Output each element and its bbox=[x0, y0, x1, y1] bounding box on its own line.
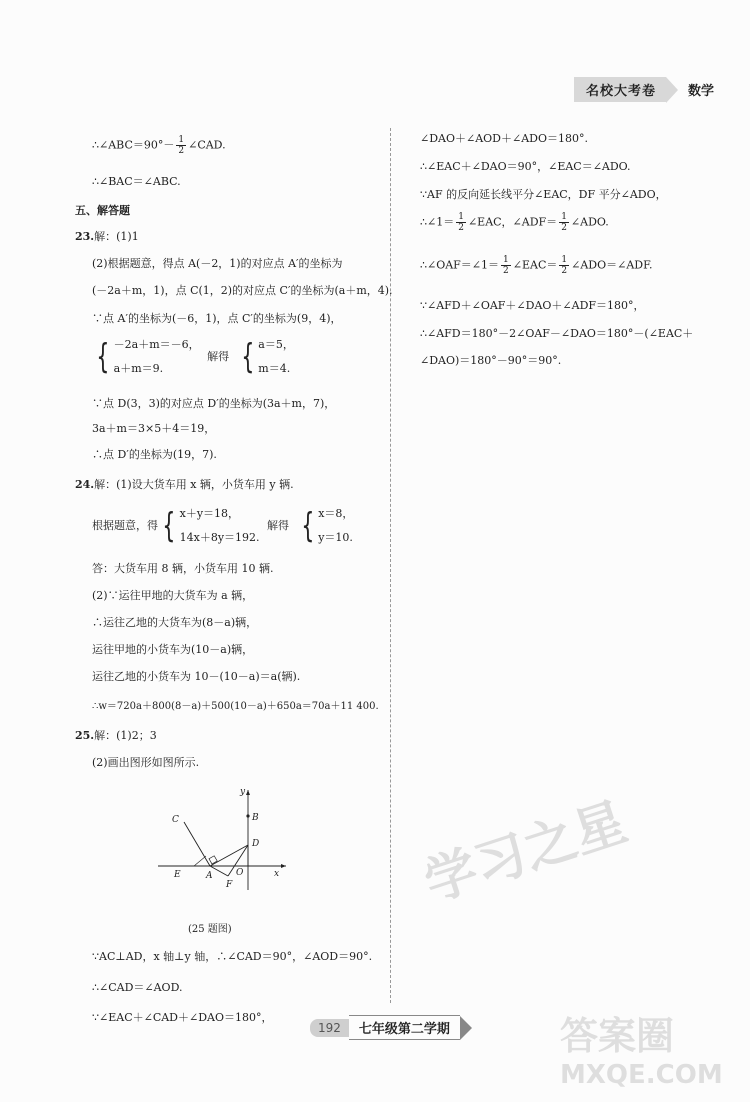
label-B: B bbox=[252, 813, 259, 823]
column-divider bbox=[390, 128, 391, 1003]
q25-line-4: ∴∠CAD＝∠AOD. bbox=[92, 981, 183, 994]
fraction-half: $\frac{1}{2}$ bbox=[178, 135, 185, 156]
right-line-3: ∵AF 的反向延长线平分∠EAC，DF 平分∠ADO， bbox=[420, 188, 667, 201]
watermark-url: MXQE.COM bbox=[560, 1060, 723, 1090]
footer-title: 七年级第二学期 bbox=[349, 1015, 460, 1040]
q23-line-2: (2)根据题意，得点 A(－2，1)的对应点 A′的坐标为 bbox=[92, 257, 343, 270]
label-y: y bbox=[240, 787, 246, 797]
q24-line-6: 运往乙地的小货车为 10－(10－a)＝a(辆). bbox=[92, 670, 301, 683]
q23-line-1: 23.解：(1)1 bbox=[75, 230, 139, 243]
q24-line-2: 答：大货车用 8 辆，小货车用 10 辆. bbox=[92, 562, 274, 575]
q23-line-7: ∴点 D′的坐标为(19，7). bbox=[92, 448, 217, 461]
right-line-7: ∴∠AFD＝180°－2∠OAF－∠DAO＝180°－(∠EAC＋ bbox=[420, 327, 694, 340]
subject-title: 数学 bbox=[687, 83, 714, 99]
q23-line-5: ∵点 D(3，3)的对应点 D′的坐标为(3a＋m，7)， bbox=[92, 397, 336, 410]
label-C: C bbox=[172, 815, 179, 825]
figure-caption: (25 题图) bbox=[188, 924, 232, 935]
label-O: O bbox=[236, 868, 244, 878]
right-line-8: ∠DAO)＝180°－90°＝90°. bbox=[420, 354, 562, 367]
q23-line-4: ∵点 A′的坐标为(－6，1)，点 C′的坐标为(9，4)， bbox=[92, 312, 342, 325]
right-line-5: ∴∠OAF＝∠1＝ $\frac{1}{2}$ ∠EAC＝ $\frac{1}{2}$ ∠ADO＝∠ADF. bbox=[420, 255, 653, 276]
label-x: x bbox=[274, 869, 280, 879]
right-line-2: ∴∠EAC＋∠DAO＝90°，∠EAC＝∠ADO. bbox=[420, 160, 631, 173]
q23-line-6: 3a＋m＝3×5＋4＝19， bbox=[92, 422, 216, 435]
q25-line-1: 25.解：(1)2；3 bbox=[75, 729, 157, 742]
watermark-mid: 学习之星 bbox=[417, 792, 634, 914]
q24-line-1: 24.解：(1)设大货车用 x 辆，小货车用 y 辆. bbox=[75, 478, 294, 491]
q24-line-5: 运往甲地的小货车为(10－a)辆， bbox=[92, 643, 254, 656]
q23-line-3: (－2a＋m，1)，点 C(1，2)的对应点 C′的坐标为(a＋m，4). bbox=[92, 284, 393, 297]
q25-line-3: ∵AC⊥AD，x 轴⊥y 轴，∴∠CAD＝90°，∠AOD＝90°. bbox=[92, 950, 373, 963]
section-heading: 五、解答题 bbox=[75, 204, 130, 217]
geometry-figure bbox=[150, 782, 290, 892]
right-line-4: ∴∠1＝ $\frac{1}{2}$ ∠EAC，∠ADF＝ $\frac{1}{2}$ ∠ADO. bbox=[420, 212, 609, 233]
label-D: D bbox=[252, 839, 260, 849]
page-number: 192 bbox=[310, 1019, 349, 1037]
series-title: 名校大考卷 bbox=[574, 77, 666, 102]
q24-system: 根据题意，得 { x＋y＝18， 14x＋8y＝192. 解得 { x＝8， y＝10. bbox=[92, 506, 354, 546]
footer-arrow bbox=[460, 1016, 472, 1040]
q23-system: { －2a＋m＝－6， a＋m＝9. 解得 { a＝5， m＝4. bbox=[96, 337, 294, 377]
label-E: E bbox=[174, 870, 181, 880]
line-bac: ∴∠BAC＝∠ABC. bbox=[92, 175, 181, 188]
header bbox=[574, 76, 714, 102]
q24-line-4: ∴运往乙地的大货车为(8－a)辆， bbox=[92, 616, 258, 629]
right-line-6: ∵∠AFD＋∠OAF＋∠DAO＋∠ADF＝180°， bbox=[420, 299, 645, 312]
label-A: A bbox=[206, 871, 213, 881]
q24-line-7: ∴w＝720a＋800(8－a)＋500(10－a)＋650a＝70a＋11 400. bbox=[92, 701, 379, 712]
line-abc: ∴∠ABC＝90°－ $\frac{1}{2}$ ∠CAD. bbox=[92, 135, 226, 156]
footer bbox=[310, 1015, 472, 1040]
watermark-logo: 答案圈 bbox=[560, 1014, 675, 1058]
right-line-1: ∠DAO＋∠AOD＋∠ADO＝180°. bbox=[420, 132, 588, 145]
q25-line-2: (2)画出图形如图所示. bbox=[92, 756, 200, 769]
q24-line-3: (2)∵运往甲地的大货车为 a 辆， bbox=[92, 589, 254, 602]
q25-line-5: ∵∠EAC＋∠CAD＋∠DAO＝180°， bbox=[92, 1011, 273, 1024]
label-F: F bbox=[226, 880, 233, 890]
